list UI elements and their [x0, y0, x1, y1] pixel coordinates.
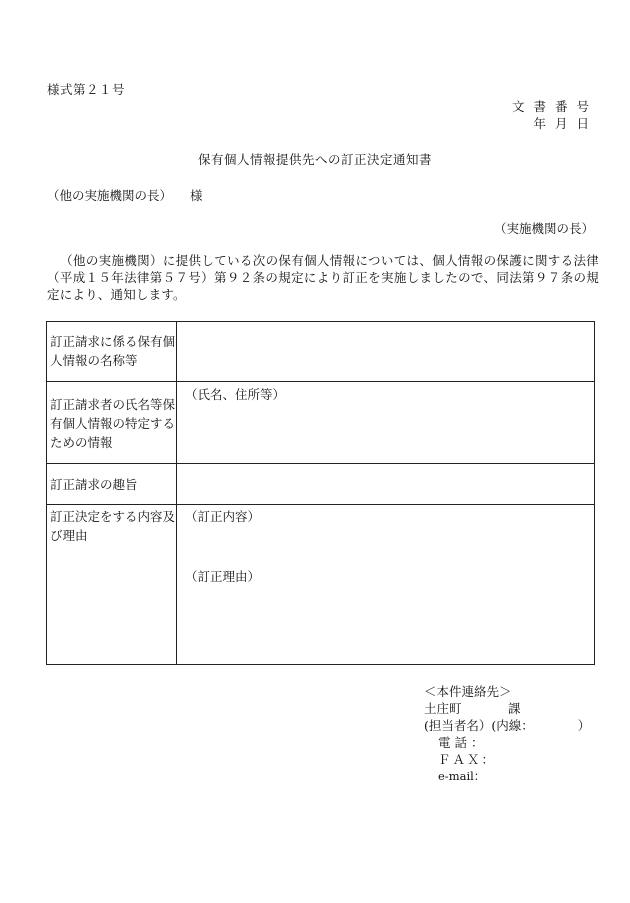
body-paragraph — [47, 252, 599, 303]
row-value-decision — [177, 505, 595, 665]
row-label-requester: 訂正請求者の氏名等保有個人情報の特定するための情報 — [47, 382, 177, 464]
table-row — [47, 505, 595, 665]
contact-phone: 電話： — [438, 735, 488, 750]
form-number: 様式第２１号 — [47, 82, 126, 97]
contact-office — [424, 700, 590, 717]
table-row — [47, 464, 595, 505]
contact-heading: ＜本件連絡先＞ — [424, 684, 512, 699]
information-table — [46, 321, 595, 665]
contact-person-label: (担当者名）(内線： — [424, 718, 534, 733]
document-number-label: 文書番号 — [511, 99, 598, 114]
row-value-info-name — [177, 322, 595, 382]
correction-reason-label: （訂正理由） — [185, 569, 261, 584]
date-label: 年月日 — [533, 116, 598, 131]
contact-block — [424, 683, 590, 785]
addressee — [47, 186, 203, 204]
body-paragraph-text: （他の実施機関）に提供している次の保有個人情報については、個人情報の保護に関する法律（平成１５年法律第５７号）第９２条の規定により訂正を実施しましたので、同法第９７条の規定により、通知します。 — [47, 253, 599, 302]
correction-content-label: （訂正内容） — [185, 509, 261, 524]
addressee-honorific: 様 — [190, 188, 203, 203]
row-value-requester: （氏名、住所等） — [177, 382, 595, 464]
document-title: 保有個人情報提供先への訂正決定通知書 — [197, 152, 432, 167]
contact-fax: ＦＡＸ： — [438, 752, 497, 767]
table-row — [47, 382, 595, 464]
contact-person — [424, 717, 590, 734]
table-row — [47, 322, 595, 382]
spacer — [185, 526, 594, 567]
contact-town: 土庄町 — [424, 701, 462, 716]
row-label-purpose: 訂正請求の趣旨 — [47, 464, 177, 505]
addressee-name: （他の実施機関の長） — [47, 188, 173, 203]
sender: （実施機関の長） — [493, 221, 594, 236]
row-value-purpose — [177, 464, 595, 505]
contact-email: e-mail： — [438, 769, 486, 783]
row-label-info-name: 訂正請求に係る保有個人情報の名称等 — [47, 322, 177, 382]
row-label-decision: 訂正決定をする内容及び理由 — [47, 505, 177, 665]
contact-person-close: ） — [577, 718, 591, 733]
contact-section: 課 — [508, 701, 521, 716]
